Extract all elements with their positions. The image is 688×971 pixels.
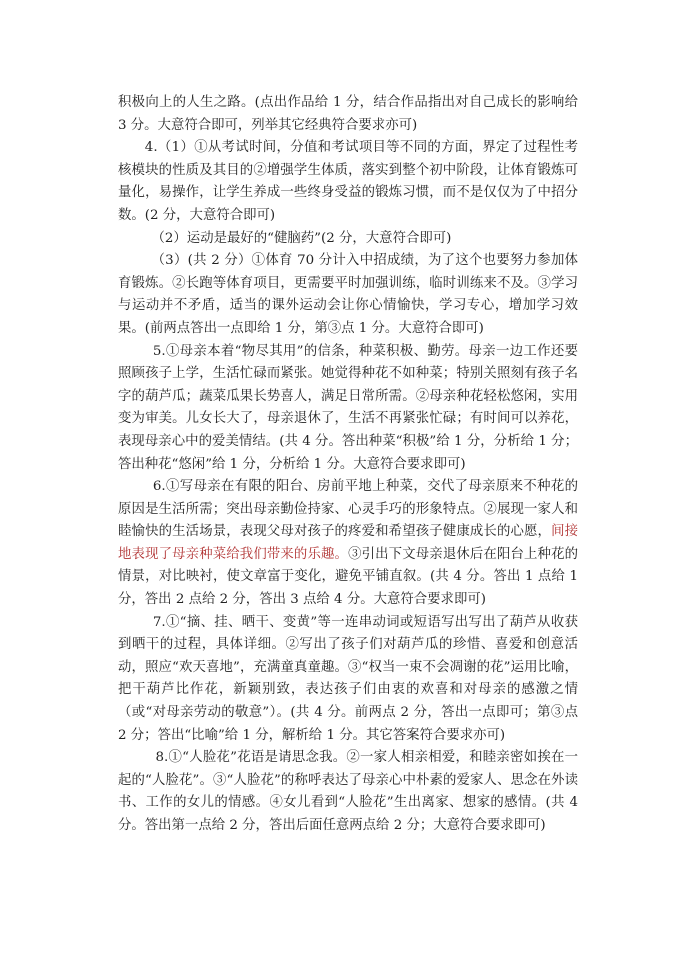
document-page — [118, 92, 578, 838]
paragraph-answer-5: 5.①母亲本着“物尽其用”的信条，种菜积极、勤劳。母亲一边工作还要照顾孩子上学，生活忙碌而紧张。她觉得种花不如种菜；特别关照刻有孩子名字的葫芦瓜；蔬菜瓜果长势喜人，满足日常所需。②母亲种花轻松悠闲，实用变为审美。儿女长大了，母亲退休了，生活不再紧张忙碌；有时间可以养花，表现母亲心中的爱美情结。(共 4 分。答出种菜“积极”给 1 分，分析给 1 分；答出种花“悠闲”给 1 分，分析给 1 分。大意符合要求即可) — [118, 343, 578, 472]
answer-6-text-after: ③引出下文母亲退休后在阳台上种花的情景，对比映衬，使文章富于变化，避免平铺直叙。(共 4 分。答出 1 点给 1 分，答出 2 点给 2 分，答出 3 点给 4 分。大意符合要求即可) — [118, 546, 579, 608]
paragraph-answer-4-2: （2）运动是最好的“健脑药”(2 分，大意符合即可) — [151, 230, 452, 246]
paragraph-answer-7: 7.①“摘、挂、晒干、变黄”等一连串动词或短语写出写出了葫芦从收获到晒干的过程，具体详细。②写出了孩子们对葫芦瓜的珍惜、喜爱和创意活动，照应“欢天喜地”，充满童真童趣。③“权当一束不会凋谢的花”运用比喻，把干葫芦比作花，新颖别致，表达孩子们由衷的欢喜和对母亲的感激之情（或“对母亲劳动的敬意”）。(共 4 分。前两点 2 分，答出一点即可；第③点 2 分；答出“比喻”给 1 分，解析给 1 分。其它答案符合要求亦可) — [118, 614, 578, 743]
paragraph-answer-4-3: （3）(共 2 分）①体育 70 分计入中招成绩，为了这个也要努力参加体育锻炼。②长跑等体育项目，更需要平时加强训练，临时训练来不及。③学习与运动并不矛盾，适当的课外运动会让你心情愉快，学习专心，增加学习效果。(前两点答出一点即给 1 分，第③点 1 分。大意符合即可) — [118, 253, 578, 336]
paragraph-answer-4-1: 4.（1）①从考试时间，分值和考试项目等不同的方面，界定了过程性考核模块的性质及其目的②增强学生体质，落实到整个初中阶段，让体育锻炼可量化，易操作，让学生养成一些终身受益的锻炼习惯，而不是仅仅为了中招分数。(2 分，大意符合即可) — [118, 140, 578, 223]
answer-6-text-before: 6.①写母亲在有限的阳台、房前平地上种菜，交代了母亲原来不种花的原因是生活所需；突出母亲勤俭持家、心灵手巧的形象特点。②展现一家人和睦愉快的生活场景，表现父母对孩子的疼爱和希望孩子健康成长的心愿， — [118, 479, 578, 540]
paragraph-answer-6 — [118, 476, 578, 612]
paragraph-answer-8: 8.①“人脸花”花语是请思念我。②一家人相亲相爱，和睦亲密如挨在一起的“人脸花”。③“人脸花”的称呼表达了母亲心中朴素的爱家人、思念在外读书、工作的女儿的情感。④女儿看到“人脸花”生出离家、想家的感情。(共 4 分。答出第一点给 2 分，答出后面任意两点给 2 分；大意符合要求即可) — [118, 750, 578, 833]
answer-6-highlighted-text: 间接地表现了母亲种菜给我们带来的乐趣。 — [118, 524, 579, 562]
paragraph-answer-3-end: 积极向上的人生之路。(点出作品给 1 分，结合作品指出对自己成长的影响给 3 分。大意符合即可，列举其它经典符合要求亦可) — [118, 95, 578, 133]
